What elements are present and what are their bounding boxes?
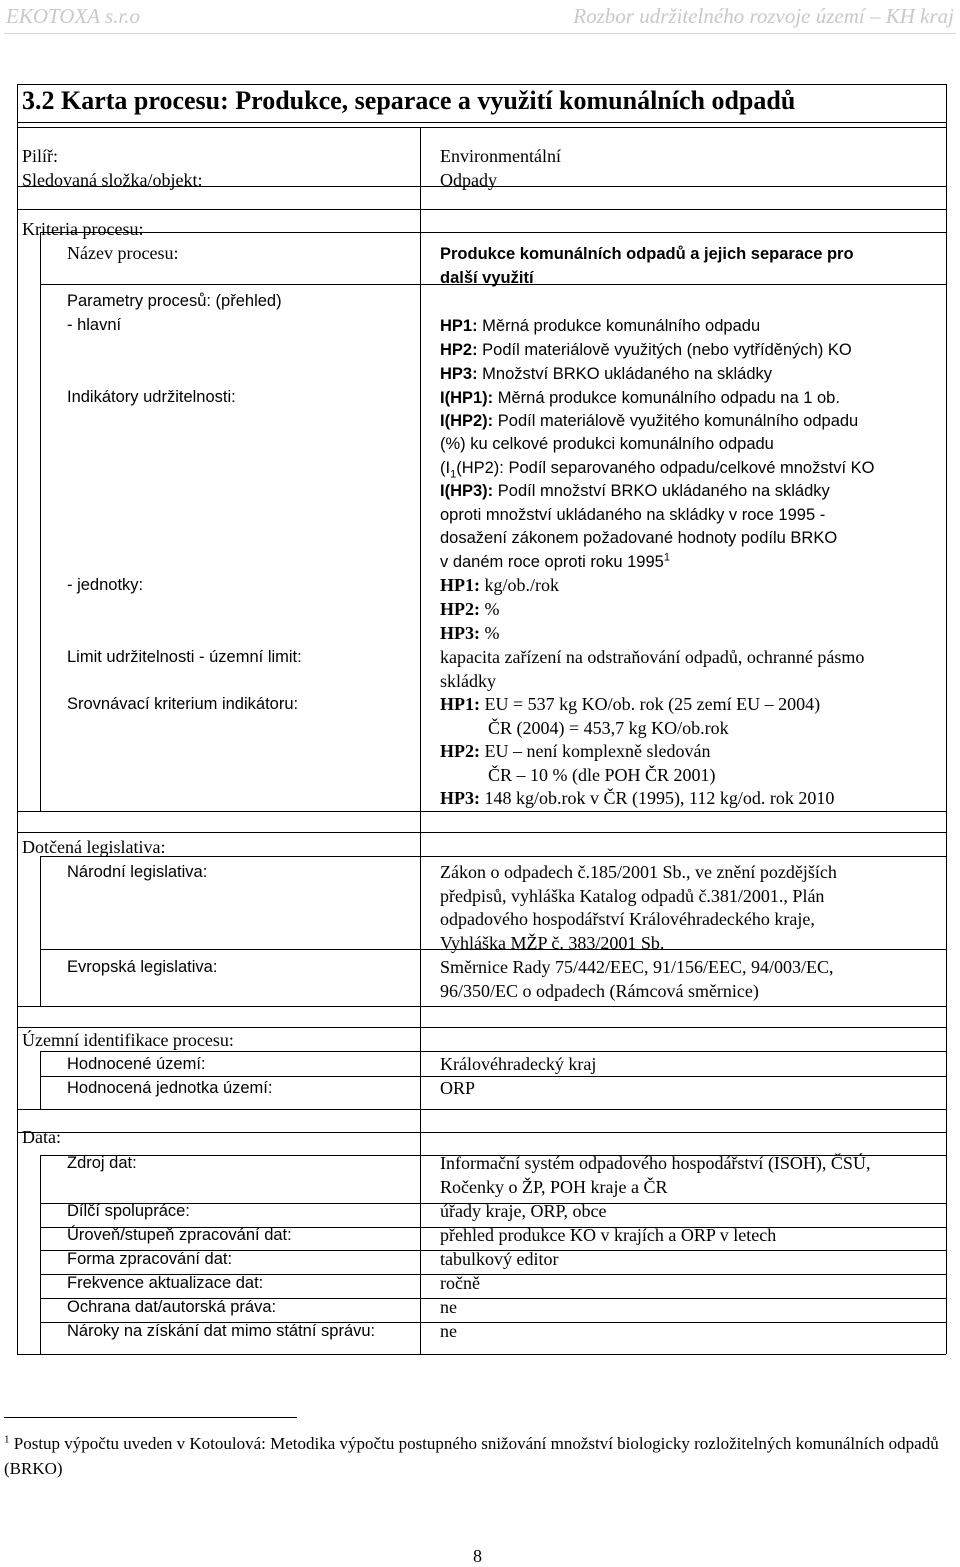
column-separator: [40, 1051, 41, 1109]
row-separator: [17, 1006, 946, 1007]
row-separator: [17, 1027, 946, 1028]
pillar-value: Environmentální: [440, 146, 561, 166]
indicator-ihp3-line2: oproti množství ukládaného na skládky v roce 1995 -: [440, 506, 826, 524]
parameters-label: Parametry procesů: (přehled): [67, 292, 282, 310]
processing-level-value: přehled produkce KO v krajích a ORP v letech: [440, 1225, 777, 1245]
update-frequency-value: ročně: [440, 1273, 480, 1293]
table-border-right: [946, 84, 947, 1354]
national-legislation-line1: Zákon o odpadech č.185/2001 Sb., ve znění pozdějších: [440, 862, 837, 882]
footnote-number: 1: [4, 1433, 10, 1446]
units-label: - jednotky:: [67, 576, 144, 594]
comparison-hp1: HP1: EU = 537 kg KO/ob. rok (25 zemí EU – 2004): [440, 694, 821, 714]
table-border-left: [17, 84, 18, 1354]
column-separator: [40, 1155, 41, 1354]
data-acquisition-label: Nároky na získání dat mimo státní správu:: [67, 1322, 376, 1340]
data-source-value-line1: Informační systém odpadového hospodářství (ISOH), ČSÚ,: [440, 1153, 871, 1173]
sustainability-limit-value-line1: kapacita zařízení na odstraňování odpadů, ochranné pásmo: [440, 647, 865, 667]
pillar-label: Pilíř:: [22, 146, 59, 166]
data-acquisition-value: ne: [440, 1321, 457, 1341]
sustainability-limit-value-line2: skládky: [440, 671, 496, 691]
data-heading: Data:: [22, 1127, 61, 1147]
header-company: EKOTOXA s.r.o: [6, 4, 141, 28]
row-separator: [17, 811, 946, 812]
row-separator: [17, 1132, 946, 1133]
indicator-ihp3-line1: I(HP3): Podíl množství BRKO ukládaného na skládky: [440, 482, 830, 500]
unit-hp3: HP3: %: [440, 623, 500, 643]
national-legislation-label: Národní legislativa:: [67, 863, 208, 881]
european-legislation-label: Evropská legislativa:: [67, 958, 218, 976]
indicator-ihp3-line3: dosažení zákonem požadované hodnoty podílu BRKO: [440, 529, 838, 547]
main-parameter-hp1: HP1: Měrná produkce komunálního odpadu: [440, 317, 761, 335]
evaluated-territory-label: Hodnocené území:: [67, 1055, 206, 1073]
unit-hp1: HP1: kg/ob./rok: [440, 575, 559, 595]
data-source-label: Zdroj dat:: [67, 1154, 137, 1172]
sustainability-limit-label: Limit udržitelnosti - územní limit:: [67, 648, 302, 666]
evaluated-unit-label: Hodnocená jednotka území:: [67, 1079, 273, 1097]
main-parameters-label: - hlavní: [67, 316, 122, 334]
data-protection-value: ne: [440, 1297, 457, 1317]
row-separator: [40, 232, 946, 233]
legislation-heading: Dotčená legislativa:: [22, 837, 166, 857]
table-border-bottom: [17, 1354, 946, 1355]
comparison-hp1-cr: ČR (2004) = 453,7 kg KO/ob.rok: [488, 718, 729, 738]
national-legislation-line2: předpisů, vyhláška Katalog odpadů č.381/2001., Plán: [440, 886, 825, 906]
table-border-top: [17, 84, 946, 85]
cooperation-label: Dílčí spolupráce:: [67, 1202, 190, 1220]
evaluated-territory-value: Královéhradecký kraj: [440, 1054, 597, 1074]
footnote-separator: [4, 1417, 297, 1418]
row-separator: [40, 856, 946, 857]
column-separator: [40, 232, 41, 811]
row-separator: [17, 832, 946, 833]
tracked-component-label: Sledovaná složka/objekt:: [22, 170, 203, 190]
process-name-value-line1: Produkce komunálních odpadů a jejich separace pro: [440, 245, 854, 263]
data-protection-label: Ochrana dat/autorská práva:: [67, 1298, 277, 1316]
footnote-reference: 1: [663, 551, 670, 564]
column-separator: [40, 856, 41, 1006]
european-legislation-line1: Směrnice Rady 75/442/EEC, 91/156/EEC, 94/003/EC,: [440, 957, 834, 977]
criteria-heading: Kriteria procesu:: [22, 219, 144, 239]
header-rule: [4, 33, 956, 34]
cooperation-value: úřady kraje, ORP, obce: [440, 1201, 607, 1221]
processing-form-label: Forma zpracování dat:: [67, 1250, 233, 1268]
unit-hp2: HP2: %: [440, 599, 500, 619]
national-legislation-line4: Vyhláška MŽP č. 383/2001 Sb.: [440, 933, 665, 953]
column-separator: [420, 127, 421, 1354]
process-name-label: Název procesu:: [67, 243, 179, 263]
footnote: $^1$ Postup výpočtu uveden v Kotoulová: Metodika výpočtu postupného snižování množství biologicky rozložitelných komunálních odpadů (BRKO): [4, 1433, 939, 1478]
comparison-criterion-label: Srovnávací kriterium indikátoru:: [67, 695, 299, 713]
evaluated-unit-value: ORP: [440, 1078, 476, 1098]
process-name-value-line2: další využití: [440, 269, 534, 287]
indicator-ihp2-line1: I(HP2): Podíl materiálově využitého komunálního odpadu: [440, 412, 859, 430]
data-source-value-line2: Ročenky o ŽP, POH kraje a ČR: [440, 1177, 668, 1197]
main-parameter-hp3: HP3: Množství BRKO ukládaného na skládky: [440, 365, 772, 383]
row-separator: [17, 122, 946, 123]
row-separator: [17, 127, 946, 128]
row-separator: [17, 1109, 946, 1110]
indicator-i1hp2: ($I_1(HP2)$: Podíl separovaného odpadu/celkové množství KO: [440, 459, 875, 481]
indicators-label: Indikátory udržitelnosti:: [67, 388, 236, 406]
comparison-hp3: HP3: 148 kg/ob.rok v ČR (1995), 112 kg/od. rok 2010: [440, 788, 835, 808]
section-title: 3.2 Karta procesu: Produkce, separace a využití komunálních odpadů: [22, 86, 796, 115]
row-separator: [17, 209, 946, 210]
indicator-ihp2-line2: (%) ku celkové produkci komunálního odpadu: [440, 435, 774, 453]
processing-form-value: tabulkový editor: [440, 1249, 559, 1269]
indicator-ihp1: I(HP1): Měrná produkce komunálního odpadu na 1 ob.: [440, 389, 840, 407]
territorial-identification-heading: Územní identifikace procesu:: [22, 1030, 234, 1050]
main-parameter-hp2: HP2: Podíl materiálově využitých (nebo vytříděných) KO: [440, 341, 852, 359]
national-legislation-line3: odpadového hospodářství Královéhradeckého kraje,: [440, 909, 815, 929]
comparison-hp2: HP2: EU – není komplexně sledován: [440, 741, 711, 761]
european-legislation-line2: 96/350/EC o odpadech (Rámcová směrnice): [440, 981, 759, 1001]
tracked-component-value: Odpady: [440, 170, 497, 190]
indicator-ihp3-line4: v daném roce oproti roku 1995$^1$: [440, 551, 670, 571]
page-number: 8: [473, 1546, 482, 1566]
update-frequency-label: Frekvence aktualizace dat:: [67, 1274, 264, 1292]
processing-level-label: Úroveň/stupeň zpracování dat:: [67, 1226, 292, 1244]
comparison-hp2-cr: ČR – 10 % (dle POH ČR 2001): [488, 765, 716, 785]
header-document-title: Rozbor udržitelného rozvoje území – KH kraj: [573, 4, 954, 28]
